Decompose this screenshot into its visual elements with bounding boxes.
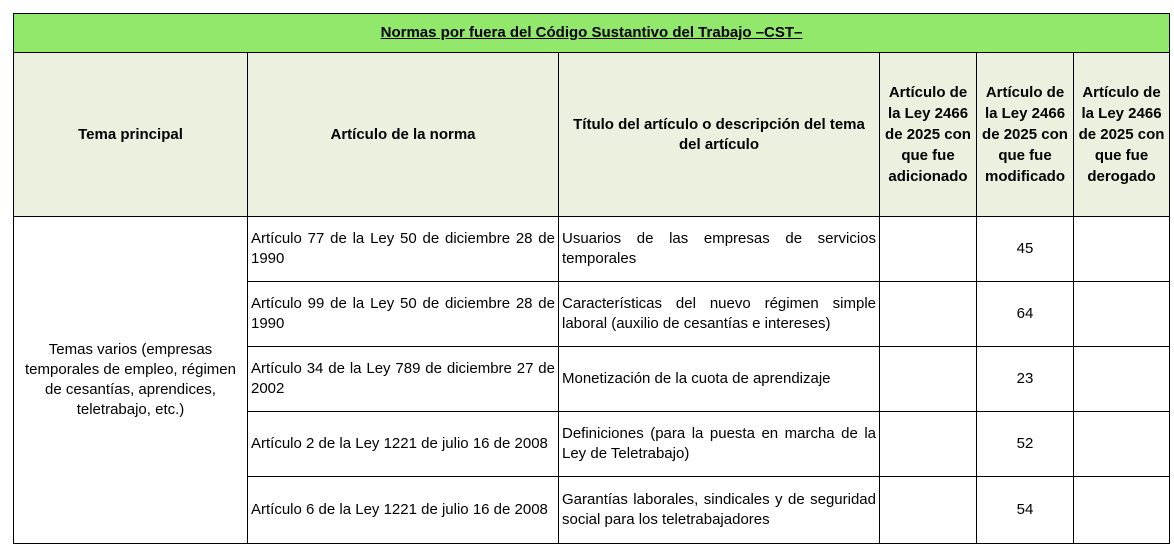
modificado-cell: 64 <box>977 282 1074 347</box>
header-articulo-norma: Artículo de la norma <box>248 53 559 217</box>
articulo-cell: Artículo 34 de la Ley 789 de diciembre 27 de 2002 <box>248 347 559 412</box>
adicionado-cell <box>880 477 977 544</box>
adicionado-cell <box>880 282 977 347</box>
modificado-cell: 23 <box>977 347 1074 412</box>
derogado-cell <box>1074 412 1170 477</box>
titulo-cell: Garantías laborales, sindicales y de seguridad social para los teletrabajadores <box>559 477 880 544</box>
header-modificado: Artículo de la Ley 2466 de 2025 con que fue modificado <box>977 53 1074 217</box>
header-derogado: Artículo de la Ley 2466 de 2025 con que fue derogado <box>1074 53 1170 217</box>
header-tema-principal: Tema principal <box>14 53 248 217</box>
titulo-cell: Usuarios de las empresas de servicios temporales <box>559 217 880 282</box>
derogado-cell <box>1074 217 1170 282</box>
articulo-cell: Artículo 2 de la Ley 1221 de julio 16 de 2008 <box>248 412 559 477</box>
titulo-cell: Definiciones (para la puesta en marcha de la Ley de Teletrabajo) <box>559 412 880 477</box>
adicionado-cell <box>880 347 977 412</box>
norms-table <box>13 13 1170 544</box>
table-title: Normas por fuera del Código Sustantivo del Trabajo –CST– <box>14 14 1170 53</box>
adicionado-cell <box>880 217 977 282</box>
header-titulo-articulo: Título del artículo o descripción del tema del artículo <box>559 53 880 217</box>
titulo-cell: Monetización de la cuota de aprendizaje <box>559 347 880 412</box>
derogado-cell <box>1074 347 1170 412</box>
articulo-cell: Artículo 99 de la Ley 50 de diciembre 28 de 1990 <box>248 282 559 347</box>
table-row <box>14 217 1170 282</box>
modificado-cell: 45 <box>977 217 1074 282</box>
header-adicionado: Artículo de la Ley 2466 de 2025 con que fue adicionado <box>880 53 977 217</box>
derogado-cell <box>1074 282 1170 347</box>
topic-cell: Temas varios (empresas temporales de empleo, régimen de cesantías, aprendices, teletrabajo, etc.) <box>14 217 248 544</box>
adicionado-cell <box>880 412 977 477</box>
modificado-cell: 52 <box>977 412 1074 477</box>
articulo-cell: Artículo 6 de la Ley 1221 de julio 16 de 2008 <box>248 477 559 544</box>
derogado-cell <box>1074 477 1170 544</box>
titulo-cell: Características del nuevo régimen simple laboral (auxilio de cesantías e intereses) <box>559 282 880 347</box>
articulo-cell: Artículo 77 de la Ley 50 de diciembre 28 de 1990 <box>248 217 559 282</box>
modificado-cell: 54 <box>977 477 1074 544</box>
